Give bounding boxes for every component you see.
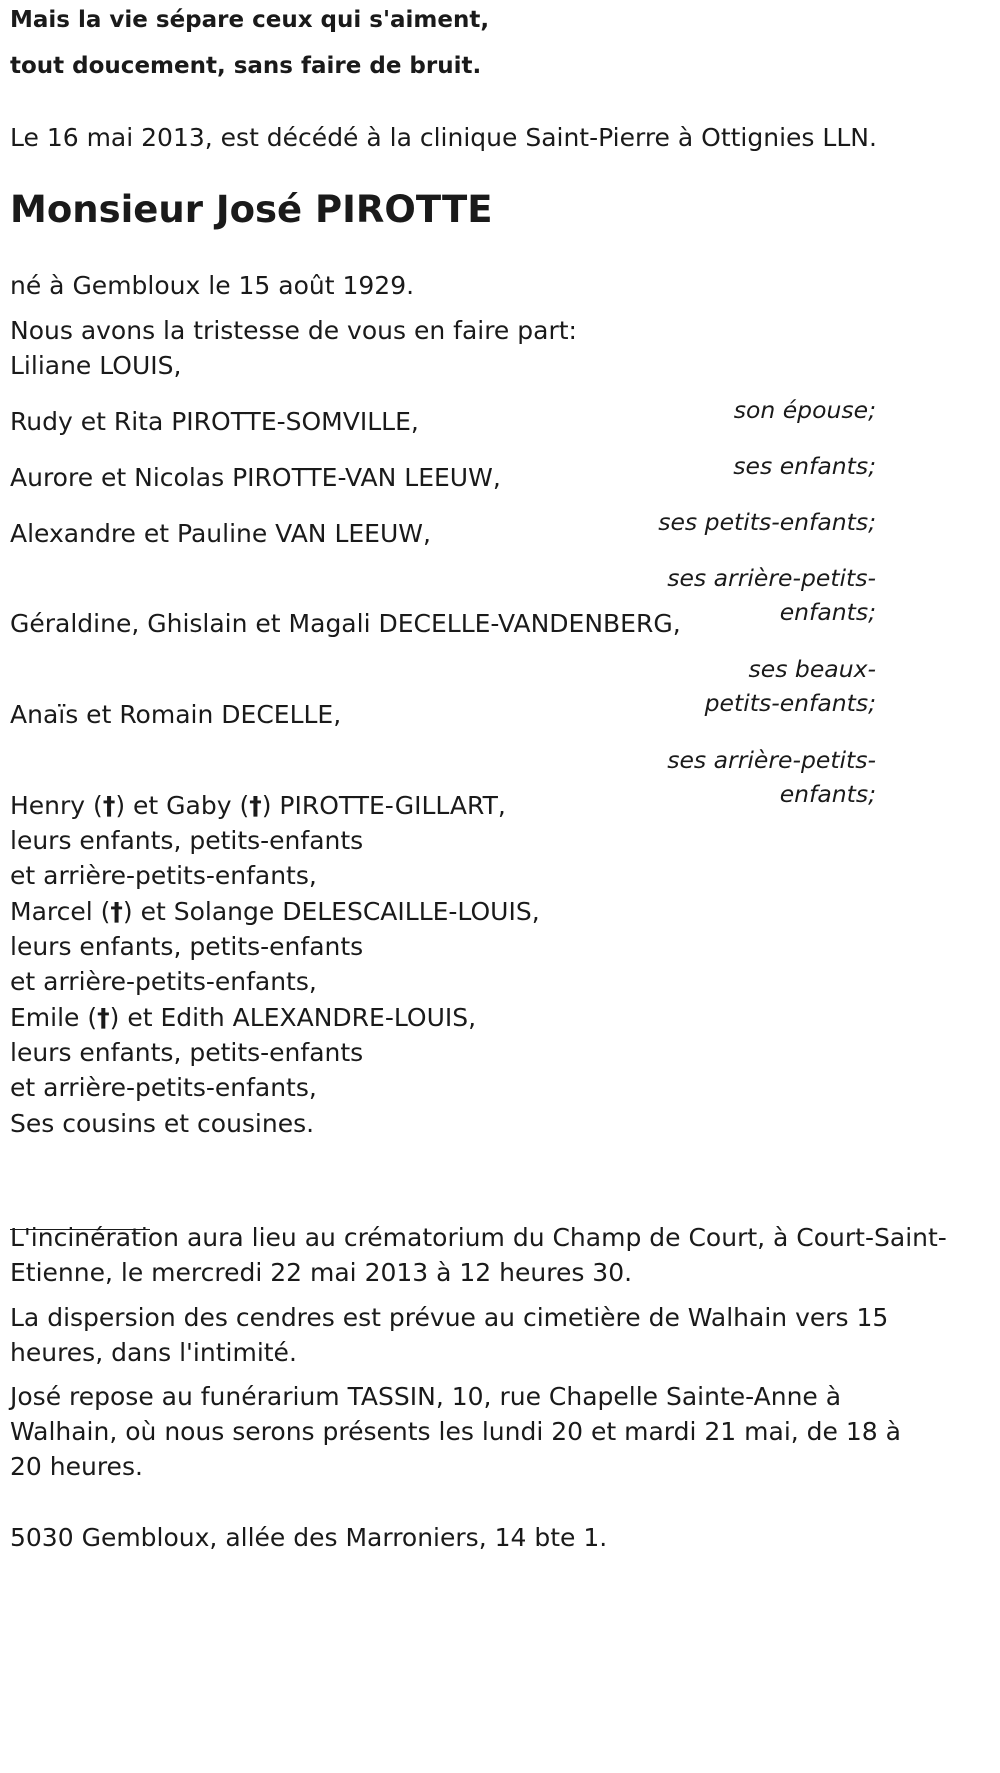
- address: 5030 Gembloux, allée des Marroniers, 14 bte 1.: [10, 1523, 608, 1552]
- relative-line: et arrière-petits-enfants,: [10, 1073, 317, 1102]
- family-member-name: Alexandre et Pauline VAN LEEUW,: [10, 519, 431, 548]
- cross-icon: †: [97, 1003, 110, 1032]
- family-member-relation: ses arrière-petits-enfants;: [667, 745, 876, 808]
- cousins-line: Ses cousins et cousines.: [10, 1109, 315, 1138]
- family-member-relation: ses arrière-petits-enfants;: [667, 563, 876, 626]
- relative-line: leurs enfants, petits-enfants: [10, 1038, 364, 1067]
- cross-icon: †: [102, 791, 116, 820]
- incineration-info: L'incinération aura lieu au crématorium du Champ de Court, à Court-Saint-Etienne, le mercredi 22 mai 2013 à 12 heures 30.: [10, 1223, 947, 1287]
- family-member-name: Anaïs et Romain DECELLE,: [10, 700, 342, 729]
- dispersion-info: La dispersion des cendres est prévue au cimetière de Walhain vers 15 heures, dans l'intimité.: [10, 1303, 889, 1367]
- birth-info: né à Gembloux le 15 août 1929.: [10, 271, 415, 300]
- cross-icon: †: [249, 791, 262, 820]
- relative-line: leurs enfants, petits-enfants: [10, 826, 364, 855]
- family-member-relation: ses petits-enfants;: [658, 507, 876, 536]
- family-member-name: Rudy et Rita PIROTTE-SOMVILLE,: [10, 407, 419, 436]
- quote-line-2: tout doucement, sans faire de bruit.: [10, 53, 482, 79]
- family-member-relation: ses beaux-petits-enfants;: [704, 654, 876, 717]
- relative-line-henry: Henry (†) et Gaby (†) PIROTTE-GILLART,: [10, 791, 506, 820]
- cross-icon: †: [110, 897, 123, 926]
- family-member-name: Liliane LOUIS,: [10, 351, 182, 380]
- quote-line-1: Mais la vie sépare ceux qui s'aiment,: [10, 7, 490, 33]
- announcement: Nous avons la tristesse de vous en faire part:: [10, 316, 577, 345]
- funerarium-info: José repose au funérarium TASSIN, 10, rue Chapelle Sainte-Anne à Walhain, où nous serons présents les lundi 20 et mardi 21 mai, de 18 à 20 heures.: [10, 1382, 901, 1481]
- relative-line: et arrière-petits-enfants,: [10, 967, 317, 996]
- relative-line-emile: Emile (†) et Edith ALEXANDRE-LOUIS,: [10, 1003, 477, 1032]
- deceased-name: Monsieur José PIROTTE: [10, 188, 493, 231]
- family-member-name: Géraldine, Ghislain et Magali DECELLE-VANDENBERG,: [10, 609, 681, 638]
- family-member-relation: son épouse;: [733, 395, 876, 424]
- relative-line: leurs enfants, petits-enfants: [10, 932, 364, 961]
- relative-line: et arrière-petits-enfants,: [10, 861, 317, 890]
- relative-line-marcel: Marcel (†) et Solange DELESCAILLE-LOUIS,: [10, 897, 540, 926]
- family-member-name: Aurore et Nicolas PIROTTE-VAN LEEUW,: [10, 463, 501, 492]
- death-notice: Le 16 mai 2013, est décédé à la clinique Saint-Pierre à Ottignies LLN.: [10, 123, 877, 152]
- family-member-relation: ses enfants;: [733, 451, 876, 480]
